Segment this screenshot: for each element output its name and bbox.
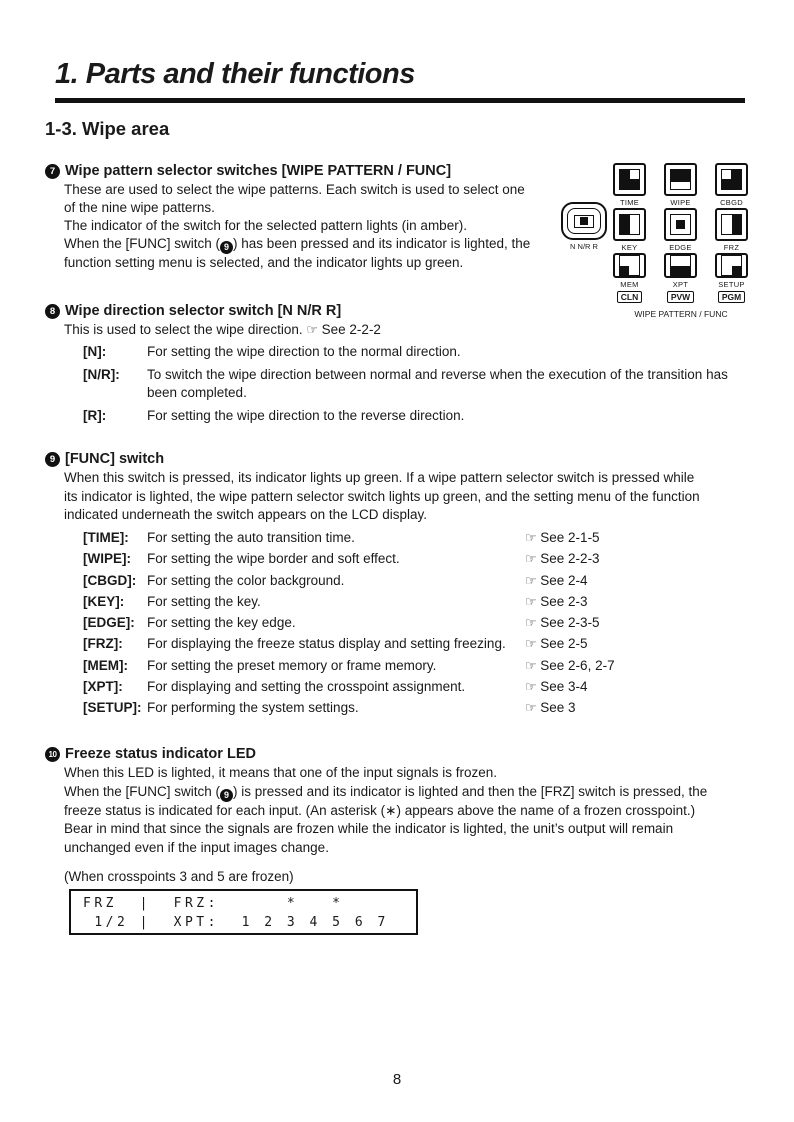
- switch-cell-setup: [715, 253, 748, 302]
- item-10-heading: Freeze status indicator LED: [65, 746, 256, 762]
- wipe-pattern-quad-br-icon: [721, 255, 742, 276]
- title-rule: [55, 98, 745, 103]
- item-8-direction-list: [83, 343, 760, 425]
- switch-sublabel-pgm: PGM: [718, 291, 745, 303]
- func-see-reference: [525, 527, 743, 548]
- item-9-number-badge: 9: [45, 452, 60, 467]
- item-10-body: [64, 764, 760, 857]
- slide-switch-slot: [574, 215, 594, 228]
- text-line: function setting menu is selected, and the indicator lights up green.: [64, 255, 464, 270]
- diagram-caption: WIPE PATTERN / FUNC: [634, 309, 728, 319]
- text-line: When this switch is pressed, its indicator lights up green. If a wipe pattern selector switch is pressed while: [64, 470, 695, 485]
- text-line: indicated underneath the switch appears on the LCD display.: [64, 507, 427, 522]
- text-line: freeze status is indicated for each input. (An asterisk (∗) appears above the name of a frozen crosspoint.): [64, 802, 696, 818]
- text-line: of the nine wipe patterns.: [64, 200, 215, 215]
- slide-switch-knob: [580, 217, 588, 225]
- page-title: 1. Parts and their functions: [55, 58, 415, 90]
- item-8-number-badge: 8: [45, 304, 60, 319]
- func-label: [TIME]:: [83, 530, 129, 545]
- switch-label: FRZ: [723, 243, 740, 252]
- item-9-heading: [FUNC] switch: [65, 451, 165, 467]
- text-line: The indicator of the switch for the selected pattern lights (in amber).: [64, 218, 467, 233]
- func-label: [CBGD]:: [83, 572, 137, 588]
- func-label: [WIPE]:: [83, 551, 131, 567]
- func-row: [83, 548, 743, 569]
- see-reference-hand-icon: ☞: [525, 679, 541, 695]
- edge-switch-button: [664, 208, 697, 241]
- see-reference: See 2-6, 2-7: [540, 657, 615, 673]
- func-label: [SETUP]:: [83, 700, 142, 716]
- func-description: For displaying and setting the crosspoint assignment.: [147, 679, 466, 695]
- text-line: Bear in mind that since the signals are frozen while the indicator is lighted, the unit’s output will remain: [64, 821, 674, 837]
- see-reference: See 2-3: [540, 593, 588, 609]
- circled-number-9-icon: 9: [220, 789, 233, 802]
- text-line: When the [FUNC] switch ( 9 ) has been pressed and its indicator is lighted, the: [64, 236, 531, 252]
- func-see-reference: [525, 591, 743, 612]
- see-reference-hand-icon: ☞: [525, 551, 541, 567]
- func-description: For setting the color background.: [147, 572, 345, 588]
- see-reference: See 2-4: [540, 572, 588, 588]
- see-reference: See 2-2-2: [321, 322, 381, 337]
- lcd-line-1: FRZ | FRZ: * *: [83, 896, 344, 911]
- see-reference-hand-icon: ☞: [525, 593, 541, 609]
- switch-label: KEY: [621, 243, 638, 252]
- see-reference-hand-icon: ☞: [525, 700, 541, 716]
- wipe-pattern-half-bottom-icon: [670, 255, 691, 276]
- see-reference: See 2-2-3: [540, 551, 600, 567]
- switch-label: EDGE: [669, 243, 692, 252]
- time-switch-button: [613, 163, 646, 196]
- switch-sublabel-pvw: PVW: [667, 291, 694, 303]
- see-reference: See 2-1-5: [540, 530, 600, 545]
- func-switch-list: [83, 527, 743, 719]
- func-row: [83, 591, 743, 612]
- item-9: [45, 451, 760, 525]
- wipe-direction-switch-label: N N/R R: [570, 242, 598, 251]
- item-7-number-badge: 7: [45, 164, 60, 179]
- lcd-display-box: [69, 889, 418, 935]
- direction-label: [N/R]:: [83, 367, 120, 382]
- func-see-reference: [525, 676, 743, 697]
- direction-row: [83, 366, 760, 402]
- circled-number-9-icon: 9: [220, 241, 233, 254]
- func-description: For setting the auto transition time.: [147, 530, 355, 545]
- func-description: For setting the preset memory or frame memory.: [147, 657, 437, 673]
- text-line: This is used to select the wipe direction. ☞ See 2-2-2: [64, 322, 381, 337]
- item-8-intro: [64, 321, 760, 339]
- xpt-switch-button: [664, 253, 697, 278]
- wipe-pattern-band-bottom-icon: [670, 169, 691, 190]
- switch-cell-cbgd: [715, 163, 748, 208]
- see-reference: See 3: [540, 700, 576, 716]
- switch-cell-key: [613, 208, 646, 253]
- switch-label: MEM: [620, 280, 639, 289]
- func-description: For performing the system settings.: [147, 700, 359, 716]
- func-description: For setting the key edge.: [147, 615, 296, 631]
- see-reference-hand-icon: ☞: [306, 322, 322, 337]
- switch-sublabel-cln: CLN: [617, 291, 642, 303]
- cbgd-switch-button: [715, 163, 748, 196]
- switch-cell-wipe: [664, 163, 697, 208]
- direction-row: [83, 407, 760, 425]
- wipe-pattern-quad-tr-icon: [619, 169, 640, 190]
- func-label: [MEM]:: [83, 657, 128, 673]
- item-8: [45, 303, 760, 430]
- setup-switch-button: [715, 253, 748, 278]
- direction-description: For setting the wipe direction to the reverse direction.: [147, 408, 465, 423]
- switch-label: SETUP: [718, 280, 745, 289]
- direction-row: [83, 343, 760, 361]
- page-number: 8: [392, 1071, 402, 1088]
- wipe-pattern-switch-grid: [613, 163, 748, 302]
- see-reference-hand-icon: ☞: [525, 530, 541, 545]
- wipe-switch-button: [664, 163, 697, 196]
- see-reference: See 3-4: [540, 679, 588, 695]
- item-10: [45, 746, 760, 857]
- item-10-number-badge: 10: [45, 747, 60, 762]
- wipe-direction-switch-outline: [561, 202, 607, 240]
- switch-cell-xpt: [664, 253, 697, 302]
- see-reference-hand-icon: ☞: [525, 657, 541, 673]
- text-line: unchanged even if the input images change.: [64, 839, 329, 855]
- item-7-heading: Wipe pattern selector switches [WIPE PATTERN / FUNC]: [65, 163, 452, 179]
- item-9-body: [64, 469, 760, 525]
- func-label: [EDGE]:: [83, 615, 135, 631]
- func-row: [83, 697, 743, 718]
- text-line: When the [FUNC] switch ( 9 ) is pressed and its indicator is lighted and then the [FRZ] switch is pressed, the: [64, 783, 708, 800]
- func-row: [83, 570, 743, 591]
- wipe-pattern-half-left-icon: [619, 214, 640, 235]
- wipe-pattern-center-box-icon: [670, 214, 691, 235]
- func-see-reference: [525, 570, 743, 591]
- func-see-reference: [525, 655, 743, 676]
- direction-description: For setting the wipe direction to the normal direction.: [147, 344, 461, 359]
- wipe-direction-switch: [561, 202, 607, 251]
- func-label: [XPT]:: [83, 679, 123, 695]
- func-see-reference: [525, 633, 743, 654]
- see-reference: See 2-5: [540, 636, 588, 652]
- func-row: [83, 527, 743, 548]
- switch-cell-time: [613, 163, 646, 208]
- section-title: 1-3. Wipe area: [45, 118, 170, 139]
- direction-description: To switch the wipe direction between normal and reverse when the execution of the transition has been completed.: [147, 367, 728, 400]
- wipe-pattern-quad-tl-icon: [721, 169, 742, 190]
- func-see-reference: [525, 612, 743, 633]
- frz-switch-button: [715, 208, 748, 241]
- text-line: When this LED is lighted, it means that one of the input signals is frozen.: [64, 765, 497, 780]
- see-reference-hand-icon: ☞: [525, 572, 541, 588]
- direction-label: [N]:: [83, 344, 107, 359]
- item-7-body: [64, 181, 575, 272]
- func-row: [83, 612, 743, 633]
- func-description: For displaying the freeze status display and setting freezing.: [147, 636, 506, 652]
- switch-label: CBGD: [720, 198, 743, 207]
- see-reference-hand-icon: ☞: [525, 615, 541, 631]
- see-reference: See 2-3-5: [540, 615, 600, 631]
- item-7: [45, 163, 575, 272]
- func-see-reference: [525, 548, 743, 569]
- func-row: [83, 676, 743, 697]
- lcd-example-caption: (When crosspoints 3 and 5 are frozen): [64, 869, 294, 884]
- switch-label: TIME: [619, 198, 640, 207]
- switch-cell-mem: [613, 253, 646, 302]
- mem-switch-button: [613, 253, 646, 278]
- switch-label: WIPE: [670, 198, 691, 207]
- switch-cell-frz: [715, 208, 748, 253]
- direction-label: [R]:: [83, 408, 107, 423]
- func-description: For setting the wipe border and soft effect.: [147, 551, 400, 567]
- func-label: [FRZ]:: [83, 636, 123, 652]
- lcd-line-2: 1/2 | XPT: 1 2 3 4 5 6 7: [83, 915, 389, 930]
- func-row: [83, 633, 743, 654]
- item-8-heading: Wipe direction selector switch [N N/R R]: [65, 303, 342, 319]
- func-description: For setting the key.: [147, 593, 261, 609]
- switch-label: XPT: [672, 280, 689, 289]
- func-row: [83, 655, 743, 676]
- text-line: These are used to select the wipe patterns. Each switch is used to select one: [64, 182, 525, 197]
- switch-cell-edge: [664, 208, 697, 253]
- func-label: [KEY]:: [83, 593, 125, 609]
- see-reference-hand-icon: ☞: [525, 636, 541, 652]
- text-line: its indicator is lighted, the wipe pattern selector switch lights up green, and the setting menu of the function: [64, 488, 700, 504]
- key-switch-button: [613, 208, 646, 241]
- wipe-pattern-half-right-icon: [721, 214, 742, 235]
- wipe-pattern-quad-bl-icon: [619, 255, 640, 276]
- func-see-reference: [525, 697, 743, 718]
